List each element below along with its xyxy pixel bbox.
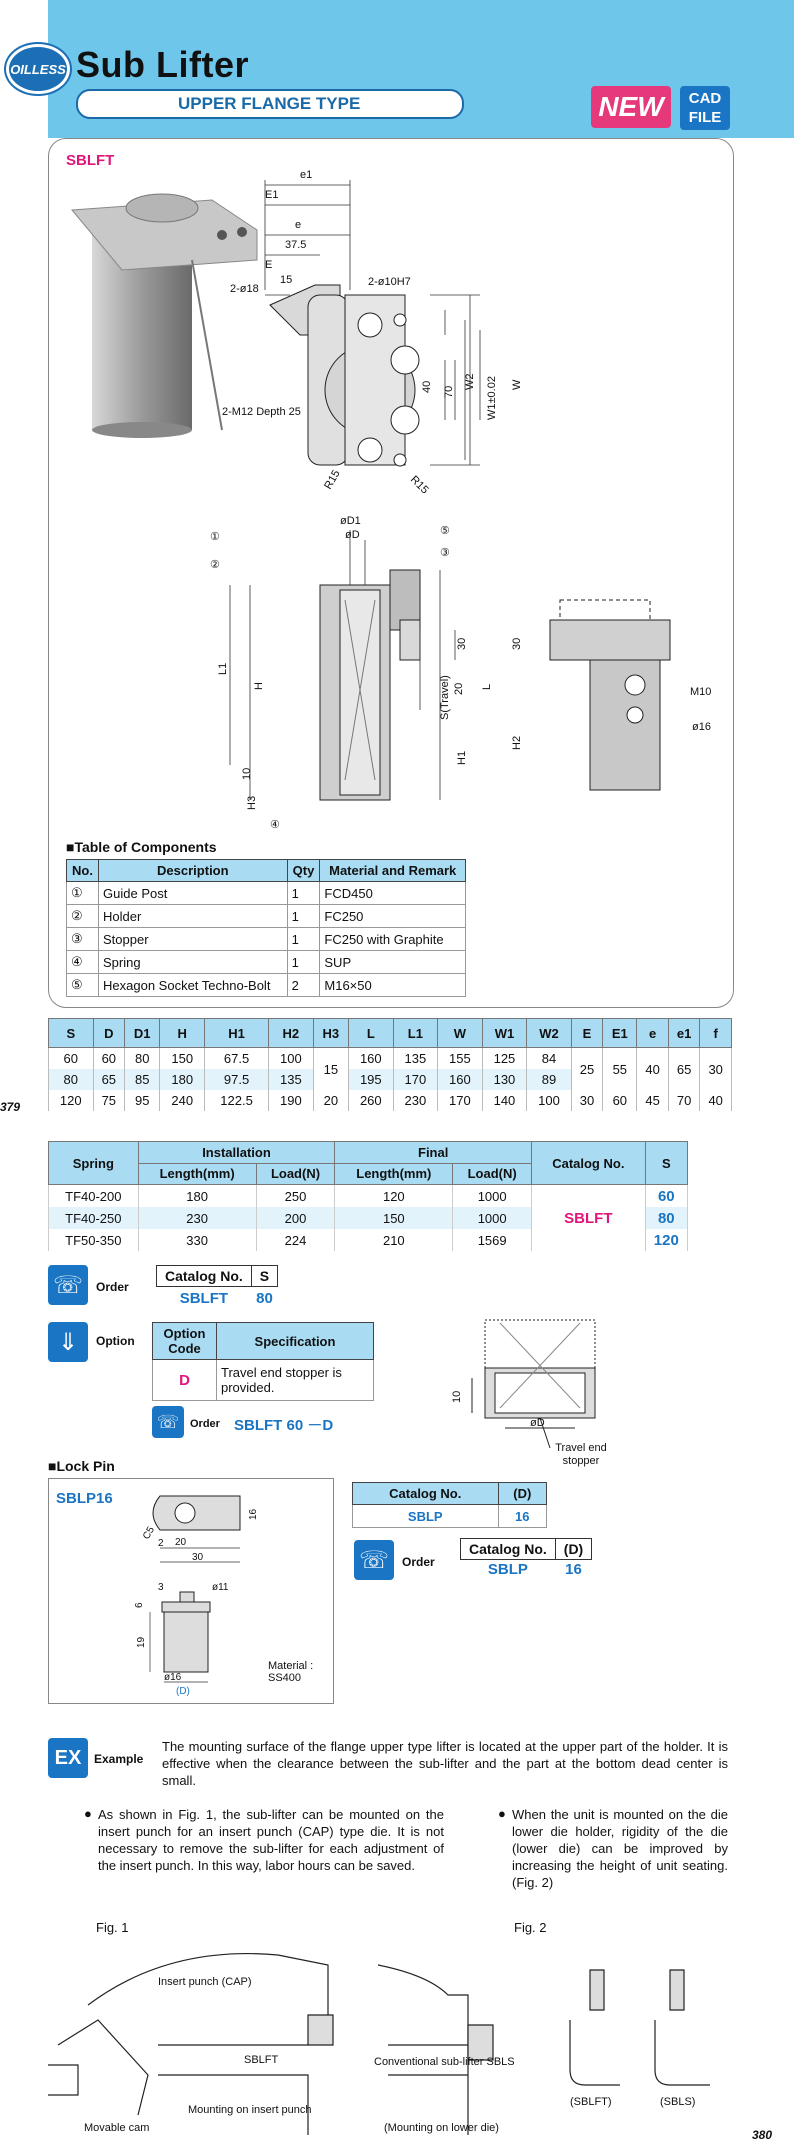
components-heading: ■Table of Components — [66, 839, 217, 855]
fig2-drawing — [560, 1960, 740, 2110]
lp-phi11: ø11 — [212, 1582, 229, 1593]
cell: 330 — [138, 1229, 256, 1251]
lp-col-d: (D) — [498, 1483, 546, 1505]
components-table — [66, 859, 466, 997]
dim-H1: H1 — [456, 750, 468, 765]
sub-load: Load(N) — [256, 1163, 335, 1185]
dim-H3: H3 — [246, 795, 258, 810]
fig2-sbls: (SBLS) — [660, 2096, 696, 2108]
logo-text: OILLESS — [10, 61, 66, 77]
dim-cell: 135 — [393, 1048, 438, 1070]
cell: 200 — [256, 1207, 335, 1229]
dim-cell: 65 — [668, 1048, 700, 1091]
lock-pin-material: Material : SS400 — [268, 1660, 314, 1684]
dim-cell: 155 — [438, 1048, 483, 1070]
dim-M10: M10 — [690, 686, 712, 698]
option-order-label: Order — [190, 1418, 220, 1430]
lp-20: 20 — [175, 1537, 187, 1548]
cell: 150 — [335, 1207, 453, 1229]
dim-cell: 30 — [571, 1090, 603, 1111]
dim-cell: 100 — [527, 1090, 572, 1111]
dim-cell: 160 — [349, 1048, 394, 1070]
fig1-lowdie: (Mounting on lower die) — [384, 2122, 499, 2134]
dim-cell: 84 — [527, 1048, 572, 1070]
option-code: D — [153, 1360, 217, 1401]
dim-cell: 135 — [269, 1069, 314, 1090]
dim-cell: 75 — [93, 1090, 125, 1111]
cell: 250 — [256, 1185, 335, 1208]
dim-cell: 40 — [700, 1090, 732, 1111]
dim-cell: 170 — [438, 1090, 483, 1111]
lp-19: 19 — [136, 1636, 147, 1648]
dim-W2: W2 — [464, 373, 476, 390]
example-label: Example — [94, 1752, 144, 1766]
lp-catalog: SBLP — [353, 1505, 499, 1528]
cell: 1000 — [453, 1185, 532, 1208]
dim-40: 40 — [421, 380, 433, 393]
bullet-dot: ● — [84, 1806, 92, 1821]
fig1-conv: Conventional sub-lifter SBLS — [374, 2056, 515, 2068]
lp-3: 3 — [158, 1582, 164, 1593]
order-s-value: 80 — [256, 1290, 273, 1307]
example-bullet-2: When the unit is mounted on the die lower die holder, rigidity of the die (lower die) can be improved by increasing the height of unit seating. (Fig. 2) — [512, 1807, 728, 1890]
dim-cell: 125 — [482, 1048, 527, 1070]
col-final: Final — [335, 1142, 532, 1164]
example-bullet-1: As shown in Fig. 1, the sub-lifter can be mounted on the insert punch for an insert punch (CAP) type die. It is not necessary to remove the sub-lifter for each adjustment of the insert punch. In this way, labor hours can be saved. — [98, 1807, 444, 1873]
dim-col-h1: H1 — [204, 1019, 268, 1048]
col-no: No. — [67, 860, 99, 882]
dim-D1: øD1 — [340, 515, 361, 527]
dim-col-w2: W2 — [527, 1019, 572, 1048]
cell: Spring — [99, 951, 288, 974]
catalog-sblft: SBLFT — [532, 1185, 646, 1252]
col-qty: Qty — [287, 860, 320, 882]
dim-col-w: W — [438, 1019, 483, 1048]
page-title: Sub Lifter — [76, 44, 249, 85]
dim-10: 10 — [241, 767, 253, 780]
fig1-insert: Insert punch (CAP) — [158, 1976, 252, 1988]
fig1-cam: Movable cam — [84, 2122, 150, 2134]
order-label: Order — [96, 1280, 129, 1294]
option-label: Option — [96, 1334, 135, 1348]
dim-cell: 15 — [313, 1048, 348, 1091]
dim-15: 15 — [280, 274, 293, 286]
dim-70: 70 — [443, 385, 455, 398]
lp-order-v1: SBLP — [487, 1561, 528, 1578]
dim-col-f: f — [700, 1019, 732, 1048]
cad-text: CAD — [688, 90, 722, 107]
dim-cell: 60 — [93, 1048, 125, 1070]
dim-cell: 40 — [637, 1048, 669, 1091]
cell: Hexagon Socket Techno-Bolt — [99, 974, 288, 997]
cell: Stopper — [99, 928, 288, 951]
cell: ① — [67, 882, 99, 905]
example-icon: EX — [48, 1738, 88, 1778]
stopper-note: Travel end stopper — [555, 1442, 607, 1467]
file-text: FILE — [688, 109, 722, 126]
dim-cell: 100 — [269, 1048, 314, 1070]
cell: ② — [67, 905, 99, 928]
dim-cell: 122.5 — [204, 1090, 268, 1111]
lp-order-label: Order — [402, 1555, 435, 1569]
subtitle-text: UPPER FLANGE TYPE — [178, 94, 361, 113]
dim-cell: 195 — [349, 1069, 394, 1090]
lp-order-v2: 16 — [565, 1561, 582, 1578]
dimension-table — [48, 1018, 732, 1111]
cell: 120 — [645, 1229, 687, 1251]
order-cat-header: Catalog No. — [157, 1266, 252, 1287]
right-page-number: 380 — [752, 2128, 773, 2142]
dim-cell: 55 — [603, 1048, 637, 1091]
cell: 224 — [256, 1229, 335, 1251]
dim-H2: H2 — [511, 735, 523, 750]
lock-pin-model: SBLP16 — [56, 1490, 113, 1507]
dim-20: 20 — [453, 682, 465, 695]
table-row — [67, 905, 466, 928]
fig2-sblft: (SBLFT) — [570, 2096, 612, 2108]
cell: FC250 with Graphite — [320, 928, 466, 951]
dim-E1: E1 — [265, 189, 279, 201]
dim-cell: 130 — [482, 1069, 527, 1090]
spring-table — [48, 1141, 688, 1251]
fig1-drawing — [48, 1935, 528, 2135]
dim-cell: 170 — [393, 1069, 438, 1090]
cell: 230 — [138, 1207, 256, 1229]
cell: 80 — [645, 1207, 687, 1229]
dim-H: H — [253, 682, 265, 690]
cell: 1 — [287, 928, 320, 951]
dim-col-l: L — [349, 1019, 394, 1048]
lp-phi16: ø16 — [164, 1672, 182, 1683]
callout-4: ④ — [270, 819, 280, 831]
cell: ⑤ — [67, 974, 99, 997]
oilless-logo — [6, 44, 70, 94]
order-table — [156, 1265, 278, 1308]
table-row — [67, 882, 466, 905]
col-specification: Specification — [217, 1323, 374, 1360]
dim-cell: 150 — [160, 1048, 205, 1070]
col-description: Description — [99, 860, 288, 882]
cad-file-button[interactable] — [680, 86, 730, 130]
subtitle-pill — [76, 89, 464, 119]
lp-c5: C5 — [141, 1524, 157, 1542]
dim-cell: 80 — [125, 1048, 160, 1070]
dim-L1: L1 — [217, 662, 229, 675]
dim-cell: 65 — [93, 1069, 125, 1090]
cell: 1 — [287, 905, 320, 928]
cell: 1 — [287, 951, 320, 974]
table-row — [49, 1185, 688, 1208]
example-text: The mounting surface of the flange upper type lifter is located at the upper part of the holder. It is effective when the clearance between the sub-lifter and the part at the bottom dead center is small. — [162, 1739, 728, 1788]
col-spring: Spring — [49, 1142, 139, 1185]
col-catalog: Catalog No. — [532, 1142, 646, 1185]
lp-30: 30 — [192, 1552, 204, 1563]
dim-cell: 89 — [527, 1069, 572, 1090]
table-row — [67, 974, 466, 997]
col-option-code: Option Code — [153, 1323, 217, 1360]
option-spec: Travel end stopper is provided. — [217, 1360, 374, 1401]
cell: TF40-200 — [49, 1185, 139, 1208]
dim-30: 30 — [456, 637, 468, 650]
table-row — [67, 951, 466, 974]
callout-1: ① — [210, 531, 220, 543]
dim-30b: 30 — [511, 637, 523, 650]
dim-cell: 97.5 — [204, 1069, 268, 1090]
dim-cell: 85 — [125, 1069, 160, 1090]
option-table — [152, 1322, 374, 1401]
cell: ③ — [67, 928, 99, 951]
cell: SUP — [320, 951, 466, 974]
col-installation: Installation — [138, 1142, 335, 1164]
dim-cell: 180 — [160, 1069, 205, 1090]
dim-cell: 25 — [571, 1048, 603, 1091]
dim-cell: 240 — [160, 1090, 205, 1111]
dim-cell: 67.5 — [204, 1048, 268, 1070]
lp-D: (D) — [176, 1686, 190, 1697]
dim-phi18: 2-ø18 — [230, 283, 259, 295]
dim-phi10: 2-ø10H7 — [368, 276, 411, 288]
sub-length: Length(mm) — [335, 1163, 453, 1185]
option-order-example: SBLFT 60 －D — [234, 1417, 334, 1434]
new-badge: NEW — [591, 86, 671, 128]
dim-cell: 60 — [49, 1048, 94, 1070]
lock-pin-drawing — [134, 1490, 280, 1697]
cell: ④ — [67, 951, 99, 974]
lp-order-table — [460, 1538, 592, 1579]
dim-m12: 2-M12 Depth 25 — [222, 406, 301, 418]
model-label: SBLFT — [66, 152, 115, 169]
cell: TF40-250 — [49, 1207, 139, 1229]
lock-pin-table — [352, 1482, 547, 1528]
dim-W: W — [511, 379, 523, 390]
table-row — [67, 928, 466, 951]
front-view-drawing — [500, 590, 725, 800]
cell: 1 — [287, 882, 320, 905]
fig1-label: Fig. 1 — [96, 1920, 129, 1935]
dim-cell: 30 — [700, 1048, 732, 1091]
side-view-drawing — [190, 510, 493, 840]
phone-icon: ☏ — [152, 1406, 184, 1438]
dim-r15a: R15 — [322, 468, 343, 492]
lp-16: 16 — [248, 1508, 259, 1520]
stopper-dim-phiD: øD — [530, 1417, 545, 1429]
dim-col-e1: E1 — [603, 1019, 637, 1048]
dim-cell: 260 — [349, 1090, 394, 1111]
option-icon: ⇓ — [48, 1322, 88, 1362]
dim-cell: 190 — [269, 1090, 314, 1111]
lp-col-catalog: Catalog No. — [353, 1483, 499, 1505]
fig2-label: Fig. 2 — [514, 1920, 547, 1935]
dim-cell: 45 — [637, 1090, 669, 1111]
callout-3: ③ — [440, 547, 450, 559]
dim-col-w1: W1 — [482, 1019, 527, 1048]
dim-col-e: e — [637, 1019, 669, 1048]
dim-col-s: S — [49, 1019, 94, 1048]
lp-6: 6 — [134, 1602, 145, 1608]
cell: FCD450 — [320, 882, 466, 905]
phone-icon: ☏ — [354, 1540, 394, 1580]
cell: TF50-350 — [49, 1229, 139, 1251]
dim-cell: 160 — [438, 1069, 483, 1090]
table-row — [49, 1090, 732, 1111]
fig1-mount: Mounting on insert punch — [188, 2104, 312, 2116]
dim-cell: 140 — [482, 1090, 527, 1111]
dim-L: L — [481, 683, 493, 690]
dim-cell: 70 — [668, 1090, 700, 1111]
cell: 2 — [287, 974, 320, 997]
col-s: S — [645, 1142, 687, 1185]
dim-col-h2: H2 — [269, 1019, 314, 1048]
dim-col-h: H — [160, 1019, 205, 1048]
fig1-sblft: SBLFT — [244, 2054, 279, 2066]
dim-cell: 20 — [313, 1090, 348, 1111]
lock-pin-heading: ■Lock Pin — [48, 1458, 115, 1474]
dim-col-l1: L1 — [393, 1019, 438, 1048]
cell: Guide Post — [99, 882, 288, 905]
dim-phi16: ø16 — [692, 721, 711, 733]
dim-col-d: D — [93, 1019, 125, 1048]
top-view-drawing — [220, 160, 580, 500]
dim-D: øD — [345, 529, 360, 541]
cell: M16×50 — [320, 974, 466, 997]
order-cat-value: SBLFT — [179, 1290, 229, 1307]
cell: Holder — [99, 905, 288, 928]
lp-d: 16 — [498, 1505, 546, 1528]
dim-e: e — [295, 219, 302, 231]
dim-r15b: R15 — [407, 473, 431, 497]
sub-length: Length(mm) — [138, 1163, 256, 1185]
callout-5: ⑤ — [440, 525, 450, 537]
dim-cell: 60 — [603, 1090, 637, 1111]
dim-col-h3: H3 — [313, 1019, 348, 1048]
lp-2: 2 — [158, 1538, 164, 1549]
dim-col-e: E — [571, 1019, 603, 1048]
dim-cell: 80 — [49, 1069, 94, 1090]
dim-375: 37.5 — [285, 239, 307, 251]
dim-col-d1: D1 — [125, 1019, 160, 1048]
dim-E: E — [265, 259, 273, 271]
callout-2: ② — [210, 559, 220, 571]
cell: 1000 — [453, 1207, 532, 1229]
dim-e1: e1 — [300, 169, 313, 181]
bullet-dot: ● — [498, 1806, 506, 1821]
cell: FC250 — [320, 905, 466, 928]
lp-order-cat: Catalog No. — [461, 1539, 556, 1560]
table-row — [49, 1048, 732, 1070]
phone-icon: ☏ — [48, 1265, 88, 1305]
cell: 180 — [138, 1185, 256, 1208]
dim-cell: 230 — [393, 1090, 438, 1111]
cell: 210 — [335, 1229, 453, 1251]
cell: 1569 — [453, 1229, 532, 1251]
lp-order-d: (D) — [555, 1539, 591, 1560]
cell: 60 — [645, 1185, 687, 1208]
dim-cell: 120 — [49, 1090, 94, 1111]
order-s-header: S — [251, 1266, 277, 1287]
dim-S-travel: S(Travel) — [439, 675, 451, 720]
cell: 120 — [335, 1185, 453, 1208]
dim-col-e1: e1 — [668, 1019, 700, 1048]
left-page-number: 379 — [0, 1100, 21, 1114]
dim-W1: W1±0.02 — [486, 376, 498, 420]
sub-load: Load(N) — [453, 1163, 532, 1185]
col-material: Material and Remark — [320, 860, 466, 882]
stopper-dim-10: 10 — [451, 1390, 463, 1403]
dim-cell: 95 — [125, 1090, 160, 1111]
